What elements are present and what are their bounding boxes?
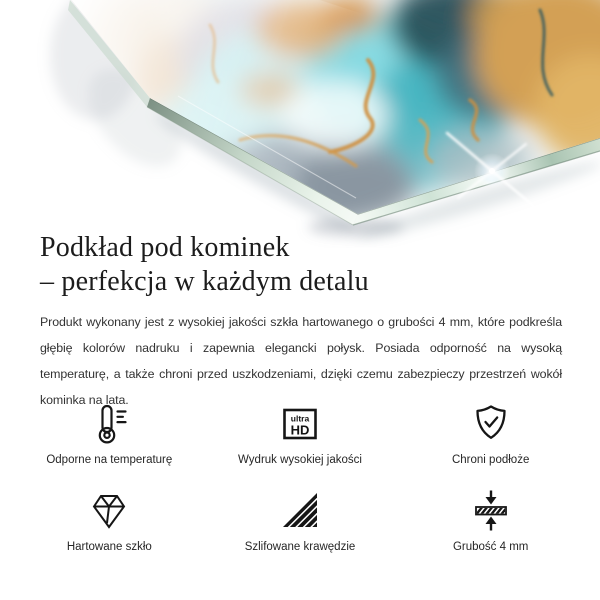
product-photo — [0, 0, 600, 248]
page-title-line1: Podkład pod kominek — [40, 232, 290, 263]
thermometer-icon — [87, 396, 131, 446]
glass-panel-image — [0, 0, 600, 248]
feature-label: Szlifowane krawędzie — [244, 541, 356, 553]
feature-label: Wydruk wysokiej jakości — [238, 454, 362, 466]
page-title-line2: – perfekcja w każdym detalu — [40, 266, 369, 297]
page-title — [40, 231, 560, 299]
diamond-icon — [86, 483, 132, 533]
feature-label: Odporne na temperaturę — [46, 454, 173, 466]
feature-grid — [0, 396, 600, 554]
feature-label: Chroni podłoże — [451, 454, 530, 466]
feature-label: Hartowane szkło — [66, 541, 152, 553]
feature-temperature — [14, 396, 205, 467]
feature-tempered-glass — [14, 483, 205, 554]
product-description: Produkt wykonany jest z wysokiej jakości szkła hartowanego o grubości 4 mm, które podkreśla głębię kolorów nadruku i zapewnia elegancki połysk. Posiada odporność na wysoką temperaturę, a także chroni przed uszkodzeniami, dzięki czemu zabezpieczy przestrzeń wokół kominka na lata. — [40, 315, 562, 407]
feature-label: Grubość 4 mm — [452, 541, 529, 553]
feature-thickness — [395, 483, 586, 554]
svg-text:HD: HD — [290, 422, 310, 438]
polished-edges-icon — [277, 483, 323, 533]
feature-polished-edges — [205, 483, 396, 554]
svg-text:ultra: ultra — [290, 413, 310, 424]
shield-check-icon — [469, 396, 513, 446]
ultra-hd-icon — [278, 396, 322, 446]
feature-protects-floor — [395, 396, 586, 467]
thickness-icon — [468, 483, 514, 533]
feature-print-quality — [205, 396, 396, 467]
